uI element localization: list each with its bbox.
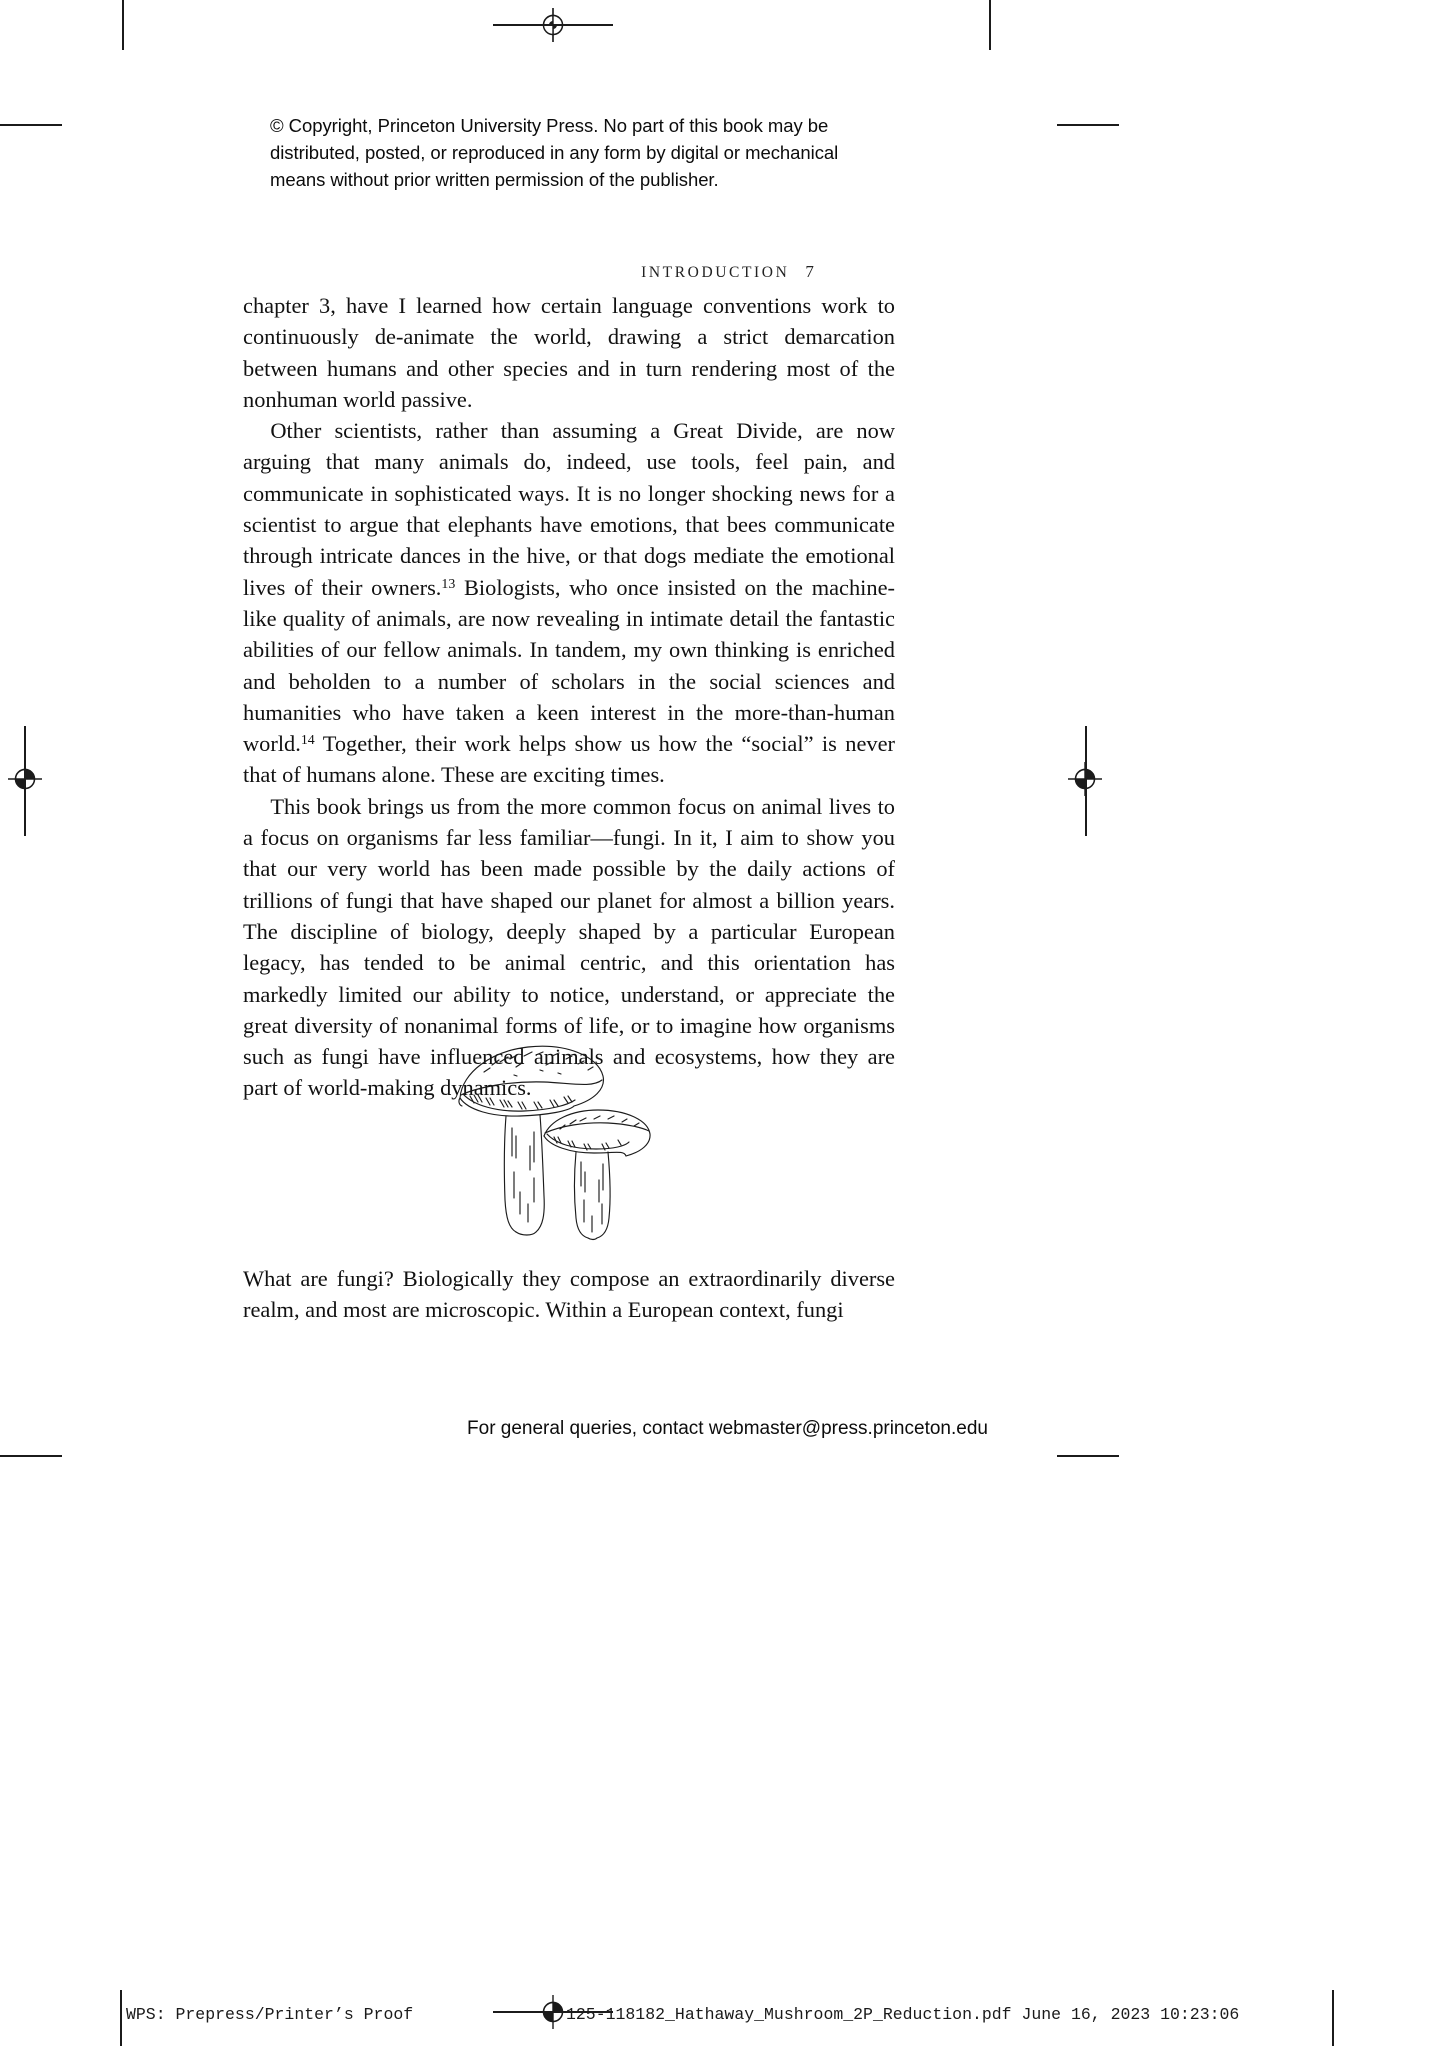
page-footer-notice: For general queries, contact webmaster@press.princeton.edu (467, 1418, 988, 1439)
trim-tick-right-upper (1057, 124, 1119, 126)
copyright-line-3: means without prior written permission of the publisher. (270, 169, 719, 191)
footnote-marker-13: 13 (441, 576, 456, 592)
body-text-upper (243, 290, 895, 1104)
paragraph-2 (243, 415, 895, 791)
footnote-marker-14: 14 (300, 732, 315, 748)
copyright-line-1: © Copyright, Princeton University Press. No part of this book may be (270, 115, 829, 136)
trim-tick-left-upper (0, 124, 62, 126)
mushroom-illustration (448, 1032, 698, 1257)
paragraph-2-segment-2: Biologists, who once insisted on the machine-like quality of animals, are now revealing in intimate detail the fantastic abilities of our fellow animals. In tandem, my own thinking is enriched and beholden to a number of scholars in the social sciences and humanities who have taken a keen interest in the more-than-human world. (243, 574, 895, 757)
paragraph-2-segment-3: Together, their work helps show us how the “social” is never that of humans alone. These are exciting times. (243, 731, 895, 788)
crop-mark-top-right (989, 0, 991, 50)
trim-tick-top (493, 24, 613, 26)
trim-tick-right-lower (1057, 1455, 1119, 1457)
copyright-line-2: distributed, posted, or reproduced in any form by digital or mechanical (270, 142, 839, 164)
trim-rule-left (24, 726, 26, 836)
paragraph-1: chapter 3, have I learned how certain language conventions work to continuously de-animate the world, drawing a strict demarcation between humans and other species and in turn rendering most of the nonhuman world passive. (243, 293, 895, 412)
copyright-notice (270, 112, 870, 194)
running-head (0, 262, 1455, 282)
crop-mark-top-left (122, 0, 124, 50)
body-text-lower (243, 1263, 895, 1326)
page-number: 7 (805, 262, 814, 281)
trim-tick-left-lower (0, 1455, 62, 1457)
proof-bar-left-text: WPS: Prepress/Printer’s Proof (126, 2005, 414, 2024)
paragraph-after-figure: What are fungi? Biologically they compose an extraordinarily diverse realm, and most are microscopic. Within a European context, fungi (243, 1266, 895, 1323)
paragraph-3: This book brings us from the more common focus on animal lives to a focus on organisms far less familiar—fungi. In it, I aim to show you that our very world has been made possible by the daily actions of trillions of fungi that have shaped our planet for almost a billion years. The discipline of biology, deeply shaped by a particular European legacy, has tended to be animal centric, and this orientation has markedly limited our ability to notice, understand, or appreciate the great diversity of nonanimal forms of life, or to imagine how organisms such as fungi have influenced animals and ecosystems, how they are part of world-making dynamics. (243, 793, 895, 1101)
paragraph-2-segment-1: Other scientists, rather than assuming a Great Divide, are now arguing that many animals do, indeed, use tools, feel pain, and communicate in sophisticated ways. It is no longer shocking news for a scientist to argue that elephants have emotions, that bees communicate through intricate dances in the hive, or that dogs mediate the emotional lives of their owners. (243, 418, 895, 600)
proof-bar (0, 1995, 1455, 2035)
trim-rule-right (1085, 726, 1087, 836)
proof-bar-right-text: 125-118182_Hathaway_Mushroom_2P_Reduction.pdf June 16, 2023 10:23:06 (566, 2005, 1240, 2024)
running-head-title: INTRODUCTION (641, 264, 790, 281)
